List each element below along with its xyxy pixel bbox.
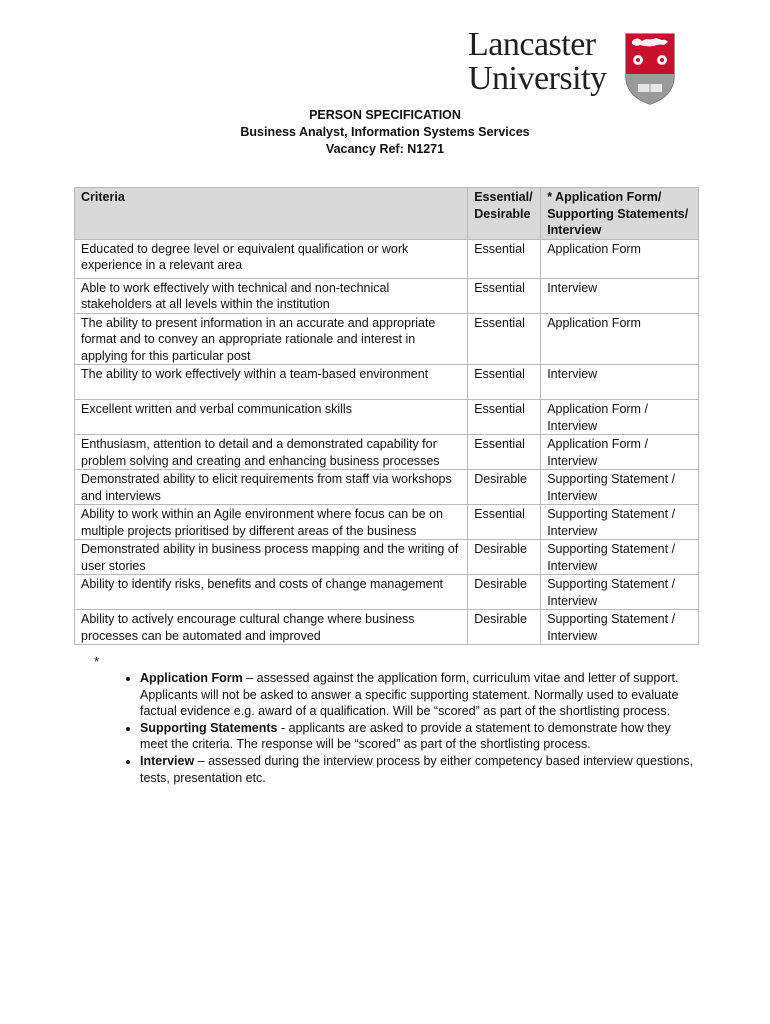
- university-crest-icon: [624, 32, 676, 106]
- assessment-cell: Application Form: [541, 239, 699, 278]
- assessment-cell: Application Form / Interview: [541, 400, 699, 435]
- table-row: [75, 435, 699, 470]
- note-text: – assessed against the application form, curriculum vitae and letter of support. Applicants will not be asked to answer a specific supporting statement. Normally used to evaluate factual evidence e.g. award of a qualification. Will be “scored” as part of the shortlisting process.: [140, 671, 679, 719]
- note-text: - applicants are asked to provide a statement to demonstrate how they meet the criteria. The response will be “scored” as part of the shortlisting process.: [140, 720, 671, 752]
- table-row: [75, 575, 699, 610]
- assessment-cell: Supporting Statement / Interview: [541, 540, 699, 575]
- header-essential-desirable: Essential/ Desirable: [468, 188, 541, 240]
- assessment-cell: Supporting Statement / Interview: [541, 610, 699, 645]
- person-specification-table: [74, 187, 699, 645]
- table-row: [75, 400, 699, 435]
- criteria-cell: The ability to work effectively within a team-based environment: [75, 365, 468, 400]
- header-criteria: Criteria: [75, 188, 468, 240]
- table-row: [75, 470, 699, 505]
- document-title: PERSON SPECIFICATION: [309, 108, 461, 122]
- level-cell: Essential: [468, 400, 541, 435]
- level-cell: Desirable: [468, 575, 541, 610]
- note-term: Interview: [140, 753, 195, 768]
- criteria-cell: Ability to identify risks, benefits and costs of change management: [75, 575, 468, 610]
- criteria-cell: Ability to work within an Agile environment where focus can be on multiple projects prioritised by different areas of the business: [75, 505, 468, 540]
- level-cell: Essential: [468, 435, 541, 470]
- document-heading: [0, 107, 770, 158]
- list-item: [140, 753, 700, 786]
- table-row: [75, 365, 699, 400]
- criteria-cell: Able to work effectively with technical and non-technical stakeholders at all levels within the institution: [75, 278, 468, 313]
- list-item: [140, 670, 700, 720]
- criteria-cell: The ability to present information in an accurate and appropriate format and to convey an appropriate rationale and interest in applying for this particular post: [75, 313, 468, 365]
- job-title: Business Analyst, Information Systems Services: [240, 125, 530, 139]
- note-term: Supporting Statements: [140, 720, 278, 735]
- table-row: [75, 278, 699, 313]
- level-cell: Essential: [468, 313, 541, 365]
- level-cell: Essential: [468, 365, 541, 400]
- level-cell: Desirable: [468, 540, 541, 575]
- criteria-cell: Ability to actively encourage cultural change where business processes can be automated and improved: [75, 610, 468, 645]
- assessment-cell: Interview: [541, 365, 699, 400]
- assessment-cell: Interview: [541, 278, 699, 313]
- level-cell: Essential: [468, 505, 541, 540]
- table-row: [75, 313, 699, 365]
- footnote-marker: *: [94, 654, 100, 669]
- level-cell: Desirable: [468, 610, 541, 645]
- criteria-cell: Demonstrated ability to elicit requirements from staff via workshops and interviews: [75, 470, 468, 505]
- assessment-cell: Supporting Statement / Interview: [541, 470, 699, 505]
- logo-line-lancaster: Lancaster: [468, 26, 596, 63]
- table-row: [75, 610, 699, 645]
- assessment-cell: Application Form / Interview: [541, 435, 699, 470]
- note-text: – assessed during the interview process by either competency based interview questions, tests, presentation etc.: [140, 753, 694, 785]
- criteria-cell: Demonstrated ability in business process mapping and the writing of user stories: [75, 540, 468, 575]
- assessment-cell: Application Form: [541, 313, 699, 365]
- note-term: Application Form: [140, 671, 243, 685]
- level-cell: Essential: [468, 278, 541, 313]
- vacancy-ref: Vacancy Ref: N1271: [325, 142, 445, 156]
- list-item: [140, 720, 700, 753]
- assessment-notes-list: [110, 670, 700, 786]
- assessment-cell: Supporting Statement / Interview: [541, 505, 699, 540]
- header-assessment-method: * Application Form/ Supporting Statements/ Interview: [541, 188, 699, 240]
- table-header-row: [75, 188, 699, 240]
- table-row: [75, 505, 699, 540]
- level-cell: Essential: [468, 239, 541, 278]
- criteria-cell: Educated to degree level or equivalent qualification or work experience in a relevant area: [75, 239, 468, 278]
- assessment-cell: Supporting Statement / Interview: [541, 575, 699, 610]
- table-row: [75, 540, 699, 575]
- lancaster-university-logo: [468, 26, 680, 110]
- logo-line-university: University: [468, 60, 607, 97]
- criteria-cell: Excellent written and verbal communication skills: [75, 400, 468, 435]
- level-cell: Desirable: [468, 470, 541, 505]
- table-row: [75, 239, 699, 278]
- criteria-cell: Enthusiasm, attention to detail and a demonstrated capability for problem solving and creating and enhancing business processes: [75, 435, 468, 470]
